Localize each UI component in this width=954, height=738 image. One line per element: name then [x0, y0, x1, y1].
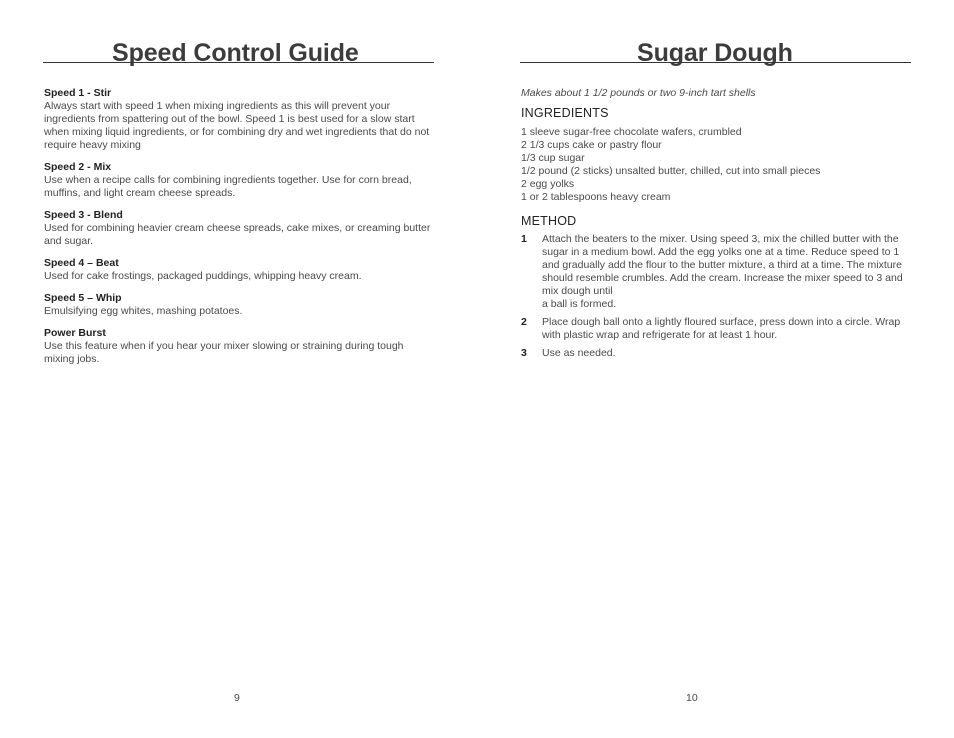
speed-heading: Power Burst [44, 327, 106, 339]
method-step [521, 233, 913, 311]
right-page [520, 0, 912, 738]
left-page [43, 0, 435, 738]
speed-section [44, 327, 436, 366]
ingredient-list [521, 126, 913, 204]
speed-heading: Speed 1 - Stir [44, 87, 112, 99]
ingredient-item: 2 1/3 cups cake or pastry flour [521, 139, 662, 151]
method-step [521, 316, 913, 342]
speed-description: Emulsifying egg whites, mashing potatoes. [44, 305, 243, 317]
page-title: Speed Control Guide [112, 39, 359, 67]
ingredient-item: 1/3 cup sugar [521, 152, 585, 164]
method-heading: METHOD [521, 214, 577, 228]
step-text: Place dough ball onto a lightly floured surface, press down into a circle. Wrap with plastic wrap and refrigerate for at least 1 hour. [542, 316, 901, 341]
recipe-content [521, 87, 913, 365]
speed-section [44, 161, 436, 200]
page-number: 9 [234, 692, 240, 704]
step-text: Use as needed. [542, 347, 616, 359]
step-number: 3 [521, 347, 527, 359]
speed-section [44, 257, 436, 283]
speed-heading: Speed 3 - Blend [44, 209, 123, 221]
ingredient-item: 1/2 pound (2 sticks) unsalted butter, chilled, cut into small pieces [521, 165, 821, 177]
speed-guide-content [44, 87, 436, 375]
step-number: 2 [521, 316, 527, 328]
speed-description: Always start with speed 1 when mixing ingredients as this will prevent your ingredients from spattering out of the bowl. Speed 1 is best used for a slow start when mixing liquid ingredients, or for combining dry and wet ingredients that do not require heavy mixing [44, 100, 430, 151]
speed-heading: Speed 5 – Whip [44, 292, 122, 304]
speed-heading: Speed 4 – Beat [44, 257, 119, 269]
ingredient-item: 1 sleeve sugar-free chocolate wafers, crumbled [521, 126, 742, 138]
ingredient-item: 2 egg yolks [521, 178, 575, 190]
speed-description: Use this feature when if you hear your mixer slowing or straining during tough mixing jobs. [44, 340, 404, 365]
ingredient-item: 1 or 2 tablespoons heavy cream [521, 191, 671, 203]
recipe-yield: Makes about 1 1/2 pounds or two 9-inch tart shells [521, 87, 756, 99]
speed-description: Used for cake frostings, packaged puddings, whipping heavy cream. [44, 270, 362, 282]
speed-description: Use when a recipe calls for combining ingredients together. Use for corn bread, muffins, and light cream cheese spreads. [44, 174, 412, 199]
ingredients-heading: INGREDIENTS [521, 106, 609, 120]
step-text: Attach the beaters to the mixer. Using speed 3, mix the chilled butter with the sugar in a medium bowl. Add the egg yolks one at a time. Reduce speed to 1 and gradually add the flour to the butter mixture, a third at a time. The mixture should resemble crumbles. Add the cream. Increase the mixer speed to 3 and mix dough until a ball is formed. [542, 233, 903, 310]
speed-section [44, 209, 436, 248]
method-step [521, 347, 913, 360]
speed-section [44, 87, 436, 152]
step-number: 1 [521, 233, 527, 245]
speed-heading: Speed 2 - Mix [44, 161, 112, 173]
speed-section [44, 292, 436, 318]
method-steps [521, 233, 913, 360]
page-number: 10 [686, 692, 698, 704]
page-title: Sugar Dough [637, 39, 793, 67]
speed-description: Used for combining heavier cream cheese spreads, cake mixes, or creaming butter and sugar. [44, 222, 431, 247]
